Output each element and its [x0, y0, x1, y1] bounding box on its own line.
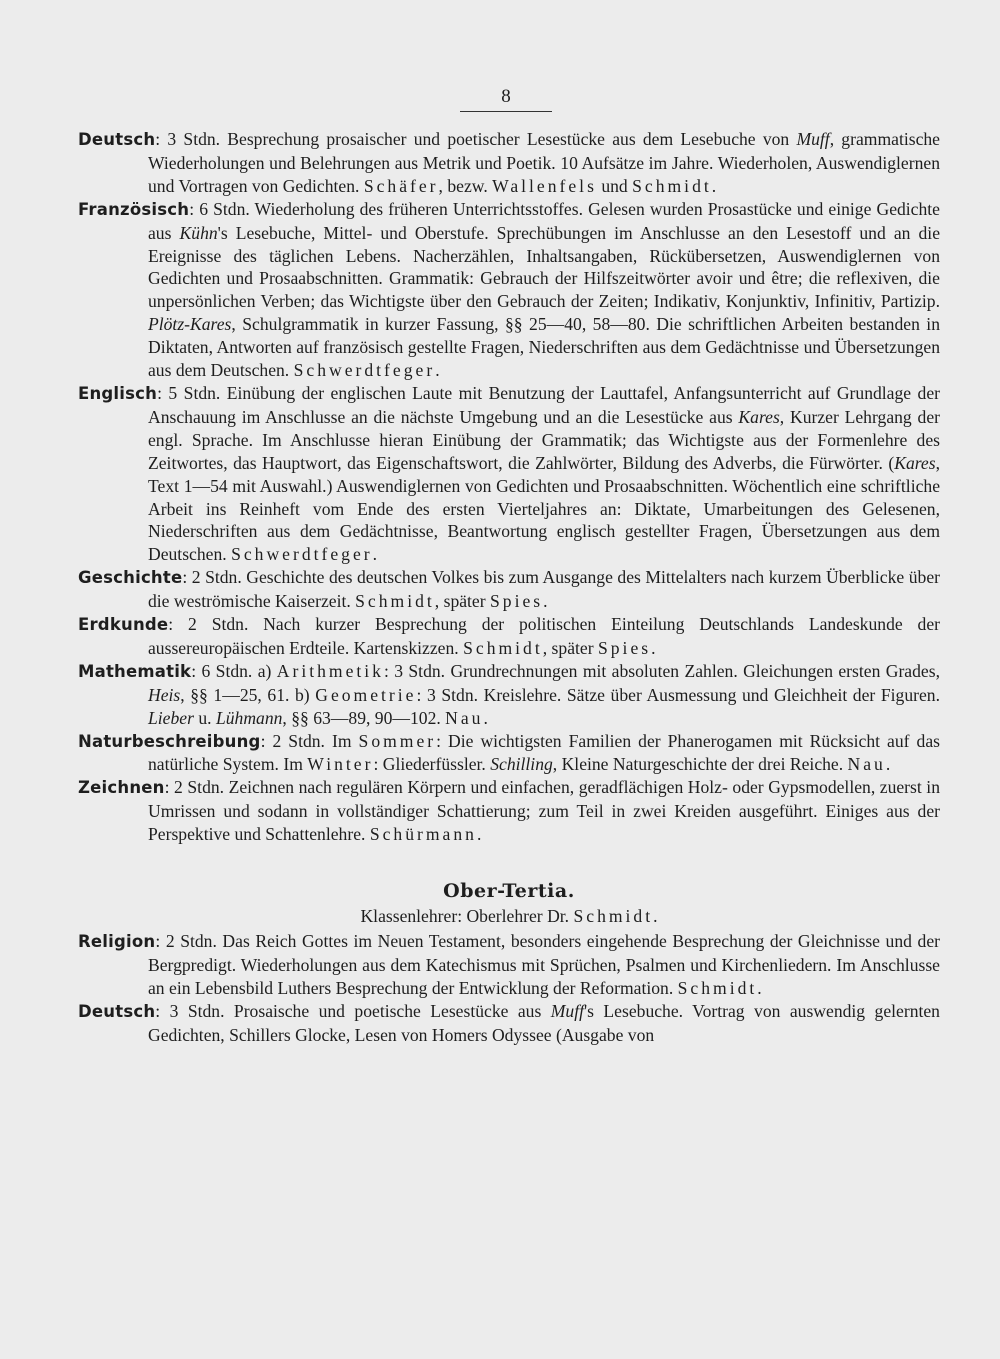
italic-reference: Kühn — [179, 222, 218, 243]
class-teacher-line — [78, 905, 940, 928]
text-run: : 6 Stdn. Wiederholung des früheren Unterrichtsstoffes. Gelesen wurden Prosastücke und einige Gedichte aus — [148, 198, 940, 243]
section-heading: Ober-Tertia. — [443, 880, 575, 903]
text-run: : 2 Stdn. Zeichnen nach regulären Körpern und einfachen, geradflächigen Holz- oder Gypsmodellen, zuerst in Umrissen und sodann in vollständiger Schattierung; zum Teil in zwei Kreiden ausgeführt. Einiges aus der Perspektive und Schattenlehre. — [148, 777, 940, 845]
class-teacher-label: Klassenlehrer: Oberlehrer Dr. — [360, 906, 570, 926]
subject-entry — [78, 566, 940, 613]
italic-reference: Schilling — [490, 754, 553, 775]
subject-list-upper-tertia — [78, 930, 940, 1047]
text-run: : Gliederfüssler. — [373, 754, 491, 775]
text-run: . — [757, 977, 762, 998]
text-run: . — [435, 360, 440, 381]
text-run: , später — [542, 637, 598, 658]
text-run: . — [651, 637, 656, 658]
italic-reference: Lieber — [148, 707, 194, 728]
subject-entry — [78, 613, 940, 660]
subject-entry — [78, 1000, 940, 1047]
spaced-name: Schürmann — [369, 824, 477, 845]
subject-name: Deutsch — [78, 130, 156, 149]
text-run: : 3 Stdn. Prosaische und poetische Lesestücke aus — [155, 1000, 551, 1021]
spaced-name: Schmidt — [677, 977, 758, 998]
spaced-name: Schäfer — [363, 175, 439, 196]
spaced-name: Schmidt — [355, 591, 435, 612]
text-run: . — [543, 591, 548, 612]
italic-reference: Muff — [796, 129, 830, 149]
text-run: , Kurzer Lehrgang der engl. Sprache. Im Anschlusse hieran Einübung der Grammatik; das Wichtigste aus der Formenlehre des Zeitwortes, das Hauptwort, das Eigenschaftswort, die Zahlwörter, Bildung des Adverbs, die Fürwörter. ( — [148, 406, 940, 473]
subject-name: Französisch — [78, 199, 190, 219]
subject-name: Zeichnen — [78, 778, 165, 798]
subject-entry — [78, 730, 940, 777]
spaced-name: Nau — [847, 754, 886, 775]
class-teacher-end: . — [653, 906, 658, 926]
spaced-name: Sommer — [358, 730, 437, 751]
text-run: : 3 Stdn. Grundrechnungen mit absoluten Zahlen. Gleichungen ersten Grades, — [383, 660, 940, 681]
italic-reference: Heis — [148, 684, 181, 705]
text-run: . — [372, 544, 378, 565]
spaced-name: Wallenfels — [492, 175, 597, 196]
subject-entry — [78, 128, 940, 198]
spaced-name: Schwerdtfeger — [231, 544, 373, 565]
subject-entry — [78, 198, 940, 382]
italic-reference: Kares — [738, 406, 780, 427]
subject-name: Englisch — [78, 383, 158, 403]
page-number: 8 — [460, 86, 552, 112]
subject-name: Religion — [78, 931, 156, 951]
subject-entry — [78, 382, 940, 566]
text-run: und — [596, 175, 633, 196]
text-run: , Schulgrammatik in kurzer Fassung, §§ 25—40, 58—80. Die schriftlichen Arbeiten bestanden in Diktaten, Antworten auf französisch gestellte Fragen, Niederschriften aus dem Gedächtnisse und Übersetzungen aus dem Deutschen. — [148, 314, 940, 381]
text-run: , §§ 1—25, 61. b) — [180, 684, 316, 705]
spaced-name: Spies — [597, 637, 652, 658]
italic-reference: Lühmann — [215, 707, 283, 728]
subject-name: Erdkunde — [78, 615, 169, 635]
text-run: : Die wichtigsten Familien der Phanerogamen mit Rücksicht auf das natürliche System. Im — [148, 730, 940, 775]
spaced-name: Winter — [307, 754, 374, 775]
text-run: , §§ 63—89, 90—102. — [282, 707, 446, 728]
text-run: 's Lesebuche, Mittel- und Oberstufe. Sprechübungen im Anschlusse an den Lesestoff und an die Ereignisse des täglichen Lebens. Nacherzählen, Inhaltsangaben, Rückübersetzen, Auswendiglernen von Gedichten und Prosaabschnitten. Grammatik: Gebrauch der Hilfszeitwörter avoir und être; die reflexiven, die unpersönlichen Verben; das Wichtigste über den Gebrauch der Zeiten; Indikativ, Konjunktiv, Infinitiv, Partizip. — [148, 222, 941, 312]
text-run: : 2 Stdn. Geschichte des deutschen Volkes bis zum Ausgange des Mittelalters nach kurzem Überblicke über die weströmische Kaiserzeit. — [148, 567, 940, 612]
spaced-name: Schmidt — [463, 637, 543, 658]
italic-reference: Kares — [894, 452, 936, 473]
text-run: : 3 Stdn. Kreislehre. Sätze über Ausmessung und Gleichheit der Figuren. — [416, 684, 940, 705]
text-run: : 2 Stdn. Im — [260, 730, 359, 751]
text-run: : 3 Stdn. Besprechung prosaischer und poetischer Lesestücke aus dem Lesebuche von — [155, 129, 797, 149]
text-run: , Text 1—54 mit Auswahl.) Auswendiglernen von Gedichten und Prosaabschnitten. Wöchentlich eine schriftliche Arbeit ins Reinheft vom Ende des ersten Vierteljahres an: Diktate, Umarbeitungen des Gelesenen, Niederschriften aus dem Gedächtnisse, Beantwortung englisch gestellter Fragen, Übersetzungen aus dem Deutschen. — [148, 452, 940, 565]
italic-reference: Muff — [550, 1000, 584, 1021]
spaced-name: Spies — [490, 591, 544, 612]
text-run: u. — [193, 707, 216, 728]
class-teacher-name: Schmidt — [573, 906, 654, 926]
document-body — [78, 128, 940, 1046]
subject-entry — [78, 930, 940, 1000]
text-run: : 2 Stdn. Das Reich Gottes im Neuen Testament, besonders eingehende Besprechung der Gleichnisse und der Bergpredigt. Wiederholungen aus dem Katechismus mit Sprüchen, Psalmen und Kirchenliedern. Im Anschlusse an ein Lebensbild Luthers Besprechung der Entwicklung der Reformation. — [148, 930, 940, 998]
text-run: . — [885, 754, 891, 775]
subject-name: Geschichte — [78, 568, 183, 588]
text-run: : 2 Stdn. Nach kurzer Besprechung der politischen Einteilung Deutschlands Landeskunde der aussereuropäischen Erdteile. Kartenskizzen. — [148, 614, 940, 658]
text-run: . — [476, 824, 482, 845]
text-run: , bezw. — [438, 175, 493, 196]
text-run: . — [483, 707, 488, 728]
italic-reference: Plötz-Kares — [148, 314, 232, 335]
subject-name: Mathematik — [78, 661, 192, 681]
text-run: , Kleine Naturgeschichte der drei Reiche. — [552, 754, 848, 775]
text-run: 's Lesebuche. Vortrag von auswendig gelernten Gedichten, Schillers Glocke, Lesen von Homers Odyssee (Ausgabe von — [148, 1000, 940, 1045]
text-run: : 6 Stdn. a) — [191, 660, 277, 681]
subject-entry — [78, 660, 940, 730]
text-run: . — [711, 175, 717, 196]
text-run: , grammatische Wiederholungen und Belehrungen aus Metrik und Poetik. 10 Aufsätze im Jahre. Wiederholen, Auswendiglernen und Vortragen von Gedichten. — [148, 129, 940, 196]
spaced-name: Schmidt — [632, 175, 712, 196]
text-run: : 5 Stdn. Einübung der englischen Laute mit Benutzung der Lauttafel, Anfangsunterricht auf Grundlage der Anschauung im Anschlusse an die nächste Umgebung und an die Lesestücke aus — [148, 382, 940, 427]
spaced-name: Arithmetik — [276, 660, 384, 681]
subject-list-lower-tertia — [78, 128, 940, 846]
spaced-name: Schwerdtfeger — [293, 360, 436, 381]
spaced-name: Geometrie — [315, 684, 417, 705]
subject-name: Deutsch — [78, 1001, 156, 1021]
text-run: , später — [434, 591, 491, 612]
subject-entry — [78, 776, 940, 846]
subject-name: Naturbeschreibung — [78, 731, 261, 751]
spaced-name: Nau — [445, 707, 484, 728]
